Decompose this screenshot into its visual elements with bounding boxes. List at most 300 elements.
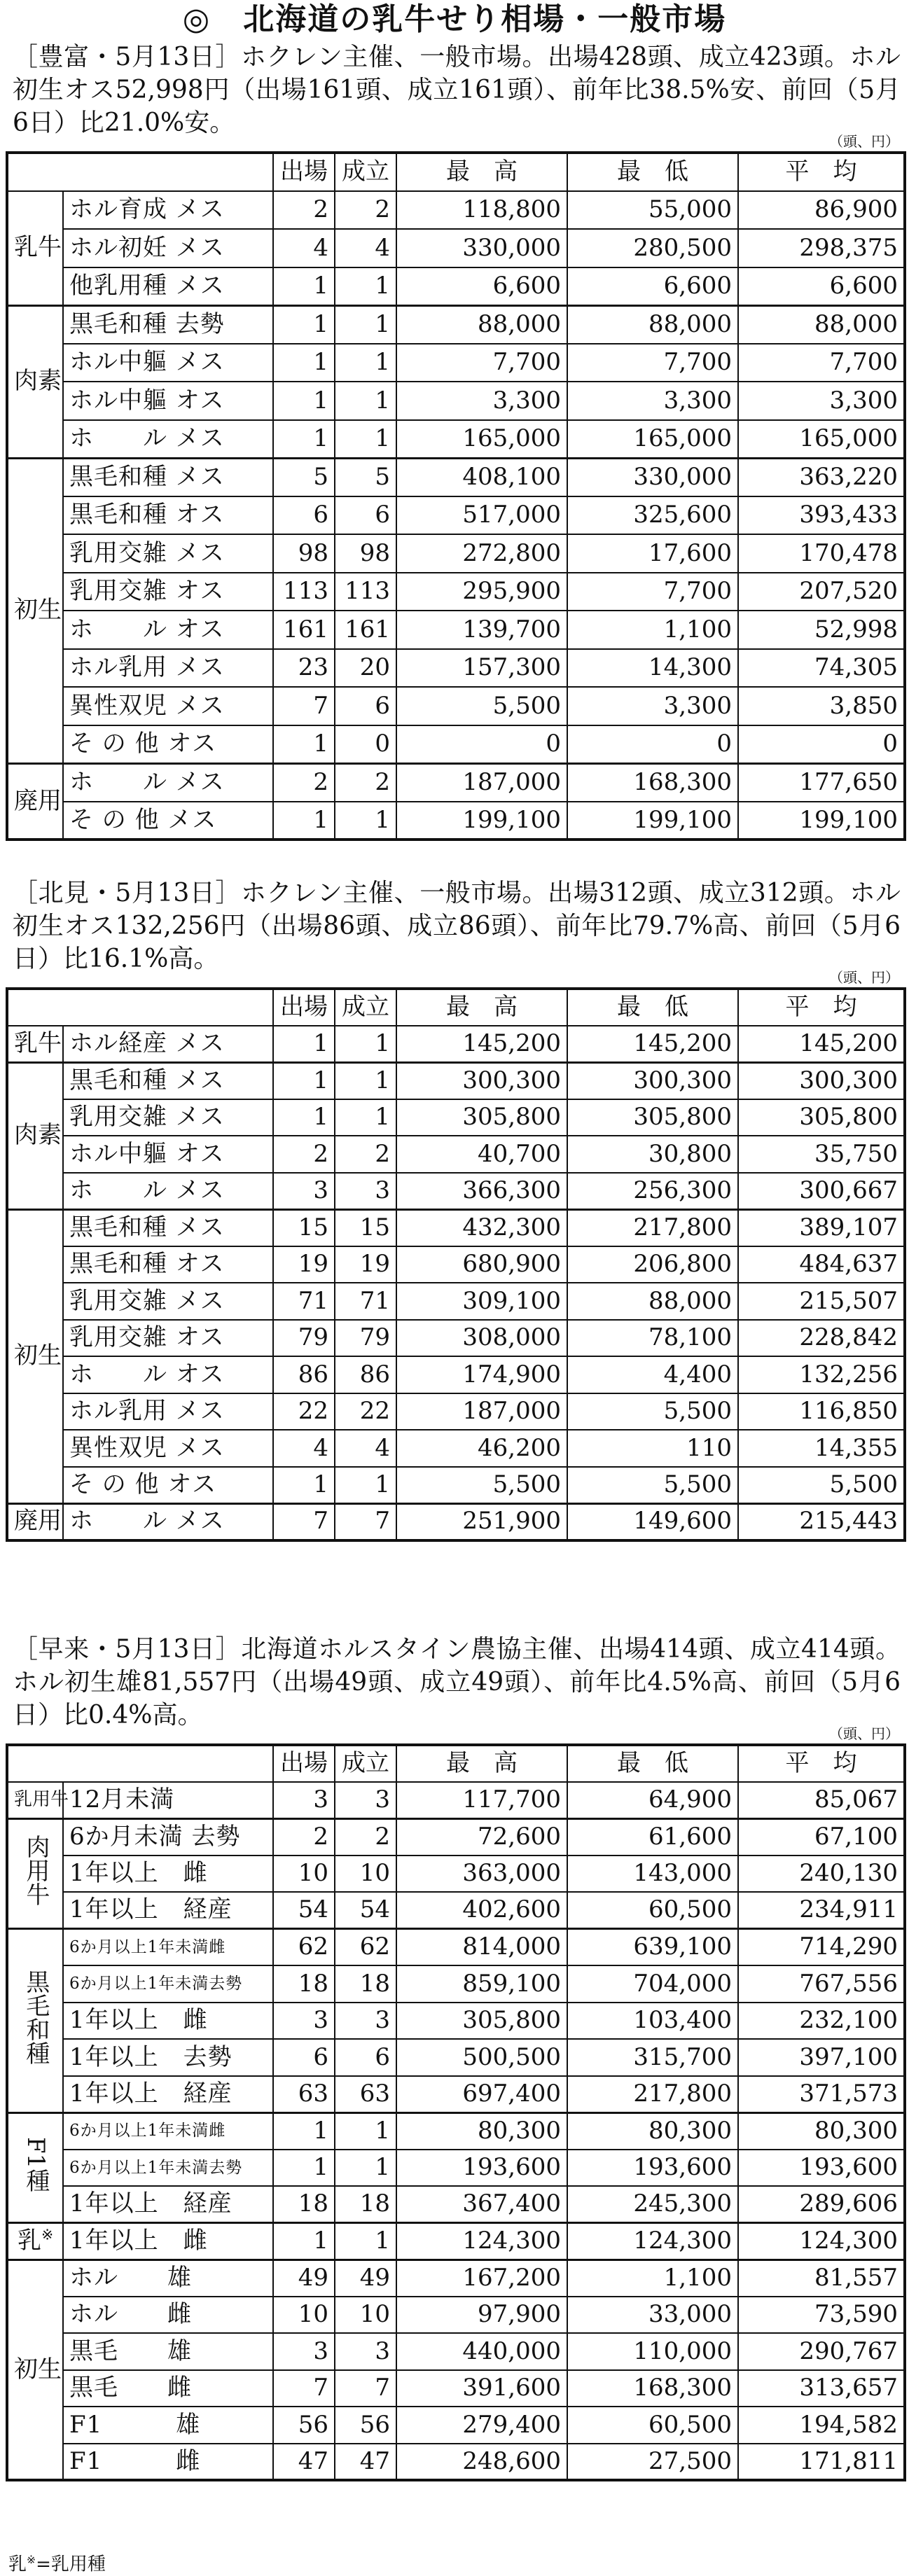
- hayakita-table: [6, 1743, 906, 2481]
- kitami-table: [6, 987, 906, 1542]
- category-label: F1種: [21, 2136, 50, 2192]
- cell-shutsujo: 47: [273, 2444, 335, 2481]
- cell-shutsujo: 3: [273, 1782, 335, 1819]
- cell-shutsujo: 6: [273, 496, 335, 535]
- cell-max: 391,600: [396, 2370, 567, 2407]
- table-row: [7, 1209, 905, 1246]
- cell-min: 80,300: [567, 2112, 738, 2150]
- category-label: 初生: [14, 2355, 62, 2383]
- header-row: [7, 989, 905, 1026]
- cell-seiritsu: 1: [335, 305, 396, 344]
- cell-min: 3,300: [567, 382, 738, 420]
- column-header: 出場: [273, 1745, 335, 1782]
- cell-max: 5,500: [396, 1467, 567, 1504]
- cell-seiritsu: 6: [335, 2039, 396, 2076]
- cell-min: 124,300: [567, 2223, 738, 2260]
- toyotomi-intro: ［豊富・5月13日］ホクレン主催、一般市場。出場428頭、成立423頭。ホル初生オス52,998円（出場161頭、成立161頭）、前年比38.5%安、前回（5月6日）比21.0%安。: [13, 43, 901, 137]
- cell-shutsujo: 3: [273, 2333, 335, 2370]
- row-label: ホ ル オス: [63, 611, 273, 649]
- cell-min: 27,500: [567, 2444, 738, 2481]
- cell-shutsujo: 19: [273, 1246, 335, 1283]
- cell-shutsujo: 18: [273, 1965, 335, 2003]
- cell-seiritsu: 63: [335, 2076, 396, 2113]
- cell-shutsujo: 2: [273, 1136, 335, 1173]
- cell-shutsujo: 1: [273, 2112, 335, 2150]
- cell-max: 305,800: [396, 2003, 567, 2040]
- cell-avg: 74,305: [738, 649, 905, 688]
- table-row: [7, 1818, 905, 1856]
- cell-shutsujo: 79: [273, 1320, 335, 1357]
- cell-avg: 80,300: [738, 2112, 905, 2150]
- cell-max: 402,600: [396, 1892, 567, 1929]
- cell-avg: 767,556: [738, 1965, 905, 2003]
- cell-min: 5,500: [567, 1393, 738, 1430]
- cell-shutsujo: 10: [273, 2297, 335, 2334]
- table-row: [7, 1026, 905, 1063]
- cell-avg: 193,600: [738, 2150, 905, 2187]
- cell-seiritsu: 79: [335, 1320, 396, 1357]
- cell-avg: 7,700: [738, 344, 905, 382]
- cell-min: 5,500: [567, 1467, 738, 1504]
- cell-min: 6,600: [567, 267, 738, 306]
- cell-max: 432,300: [396, 1209, 567, 1246]
- cell-min: 143,000: [567, 1856, 738, 1893]
- cell-shutsujo: 63: [273, 2076, 335, 2113]
- cell-seiritsu: 113: [335, 573, 396, 611]
- cell-min: 110: [567, 1430, 738, 1467]
- table-row: [7, 191, 905, 230]
- cell-seiritsu: 1: [335, 802, 396, 840]
- column-header: 成立: [335, 1745, 396, 1782]
- cell-shutsujo: 4: [273, 1430, 335, 1467]
- cell-shutsujo: 98: [273, 534, 335, 573]
- cell-seiritsu: 22: [335, 1393, 396, 1430]
- cell-avg: 52,998: [738, 611, 905, 649]
- category-label: 黒毛和種: [21, 1970, 50, 2066]
- table-row: [7, 1856, 905, 1893]
- cell-avg: 228,842: [738, 1320, 905, 1357]
- cell-min: 217,800: [567, 2076, 738, 2113]
- cell-shutsujo: 161: [273, 611, 335, 649]
- cell-max: 124,300: [396, 2223, 567, 2260]
- cell-max: 7,700: [396, 344, 567, 382]
- cell-seiritsu: 1: [335, 420, 396, 459]
- column-header: 最 低: [567, 153, 738, 191]
- row-label: 黒毛和種 メス: [63, 458, 273, 496]
- cell-shutsujo: 2: [273, 763, 335, 802]
- header-blank: [7, 153, 273, 191]
- category-cell: [7, 2223, 63, 2260]
- row-label: 乳用交雑 メス: [63, 1283, 273, 1320]
- row-label: 1年以上 経産: [63, 2186, 273, 2223]
- table-row: [7, 2112, 905, 2150]
- row-label: ホル 雄: [63, 2260, 273, 2297]
- cell-seiritsu: 5: [335, 458, 396, 496]
- table-row: [7, 1393, 905, 1430]
- category-label: 乳牛: [14, 233, 62, 262]
- cell-min: 300,300: [567, 1062, 738, 1099]
- table-row: [7, 534, 905, 573]
- cell-min: 17,600: [567, 534, 738, 573]
- cell-seiritsu: 1: [335, 344, 396, 382]
- cell-shutsujo: 7: [273, 687, 335, 725]
- cell-max: 814,000: [396, 1929, 567, 1966]
- cell-min: 110,000: [567, 2333, 738, 2370]
- cell-max: 139,700: [396, 611, 567, 649]
- cell-min: 315,700: [567, 2039, 738, 2076]
- table-row: [7, 802, 905, 840]
- table-row: [7, 1356, 905, 1393]
- table-row: [7, 2260, 905, 2297]
- cell-shutsujo: 1: [273, 1467, 335, 1504]
- cell-max: 97,900: [396, 2297, 567, 2334]
- table-row: [7, 1965, 905, 2003]
- cell-seiritsu: 4: [335, 1430, 396, 1467]
- column-header: 最 低: [567, 989, 738, 1026]
- cell-avg: 232,100: [738, 2003, 905, 2040]
- cell-min: 61,600: [567, 1818, 738, 1856]
- cell-min: 168,300: [567, 763, 738, 802]
- cell-shutsujo: 49: [273, 2260, 335, 2297]
- row-label: 黒毛和種 メス: [63, 1062, 273, 1099]
- cell-max: 117,700: [396, 1782, 567, 1819]
- cell-max: 145,200: [396, 1026, 567, 1063]
- cell-avg: 3,850: [738, 687, 905, 725]
- cell-avg: 14,355: [738, 1430, 905, 1467]
- row-label: 6か月以上1年未満雌: [63, 2112, 273, 2150]
- page-title: ◎ 北海道の乳牛せり相場・一般市場: [182, 1, 727, 37]
- cell-shutsujo: 56: [273, 2407, 335, 2444]
- table-row: [7, 611, 905, 649]
- table-row: [7, 2003, 905, 2040]
- cell-max: 363,000: [396, 1856, 567, 1893]
- cell-seiritsu: 62: [335, 1929, 396, 1966]
- table-row: [7, 687, 905, 725]
- cell-avg: 170,478: [738, 534, 905, 573]
- cell-min: 168,300: [567, 2370, 738, 2407]
- column-header: 最 高: [396, 1745, 567, 1782]
- column-header: 出場: [273, 153, 335, 191]
- cell-shutsujo: 23: [273, 649, 335, 688]
- cell-max: 330,000: [396, 229, 567, 267]
- row-label: ホル乳用 メス: [63, 1393, 273, 1430]
- table-row: [7, 1062, 905, 1099]
- cell-max: 0: [396, 725, 567, 764]
- cell-shutsujo: 1: [273, 1026, 335, 1063]
- cell-seiritsu: 2: [335, 763, 396, 802]
- table-row: [7, 2150, 905, 2187]
- cell-shutsujo: 4: [273, 229, 335, 267]
- cell-seiritsu: 4: [335, 229, 396, 267]
- cell-avg: 86,900: [738, 191, 905, 230]
- cell-shutsujo: 6: [273, 2039, 335, 2076]
- cell-shutsujo: 1: [273, 344, 335, 382]
- cell-min: 245,300: [567, 2186, 738, 2223]
- cell-max: 46,200: [396, 1430, 567, 1467]
- cell-max: 295,900: [396, 573, 567, 611]
- table-row: [7, 267, 905, 306]
- header-blank: [7, 989, 273, 1026]
- cell-avg: 397,100: [738, 2039, 905, 2076]
- cell-min: 55,000: [567, 191, 738, 230]
- row-label: ホル経産 メス: [63, 1026, 273, 1063]
- cell-seiritsu: 15: [335, 1209, 396, 1246]
- category-label: 初生: [14, 1342, 62, 1370]
- category-cell: [7, 458, 63, 763]
- header-blank: [7, 1745, 273, 1782]
- cell-avg: 171,811: [738, 2444, 905, 2481]
- column-header: 最 高: [396, 153, 567, 191]
- table-row: [7, 305, 905, 344]
- row-label: 黒毛 雌: [63, 2370, 273, 2407]
- cell-max: 517,000: [396, 496, 567, 535]
- category-cell: [7, 763, 63, 840]
- cell-min: 165,000: [567, 420, 738, 459]
- unit-label: （頭、円）: [829, 969, 899, 986]
- cell-seiritsu: 10: [335, 1856, 396, 1893]
- column-header: 平 均: [738, 153, 905, 191]
- cell-max: 309,100: [396, 1283, 567, 1320]
- cell-min: 145,200: [567, 1026, 738, 1063]
- row-label: ホ ル メス: [63, 1173, 273, 1210]
- cell-seiritsu: 19: [335, 1246, 396, 1283]
- cell-max: 174,900: [396, 1356, 567, 1393]
- row-label: 6か月以上1年未満去勢: [63, 1965, 273, 2003]
- cell-seiritsu: 86: [335, 1356, 396, 1393]
- cell-max: 199,100: [396, 802, 567, 840]
- cell-shutsujo: 3: [273, 2003, 335, 2040]
- cell-min: 4,400: [567, 1356, 738, 1393]
- row-label: ホル初妊 メス: [63, 229, 273, 267]
- cell-avg: 290,767: [738, 2333, 905, 2370]
- cell-seiritsu: 161: [335, 611, 396, 649]
- cell-avg: 300,667: [738, 1173, 905, 1210]
- cell-avg: 67,100: [738, 1818, 905, 1856]
- table-row: [7, 2039, 905, 2076]
- cell-seiritsu: 10: [335, 2297, 396, 2334]
- table-row: [7, 1503, 905, 1540]
- table-row: [7, 725, 905, 764]
- cell-shutsujo: 7: [273, 2370, 335, 2407]
- category-cell: [7, 2112, 63, 2223]
- cell-avg: 714,290: [738, 1929, 905, 1966]
- table-row: [7, 344, 905, 382]
- cell-seiritsu: 71: [335, 1283, 396, 1320]
- row-label: 乳用交雑 オス: [63, 573, 273, 611]
- table-row: [7, 1246, 905, 1283]
- cell-min: 330,000: [567, 458, 738, 496]
- cell-min: 33,000: [567, 2297, 738, 2334]
- cell-seiritsu: 1: [335, 1062, 396, 1099]
- cell-avg: 215,507: [738, 1283, 905, 1320]
- table-row: [7, 420, 905, 459]
- row-label: F1 雄: [63, 2407, 273, 2444]
- cell-min: 704,000: [567, 1965, 738, 2003]
- category-cell: [7, 1062, 63, 1209]
- category-label: 肉素: [14, 1121, 62, 1150]
- cell-avg: 389,107: [738, 1209, 905, 1246]
- row-label: 6か月未満 去勢: [63, 1818, 273, 1856]
- table-row: [7, 2297, 905, 2334]
- category-cell: [7, 1503, 63, 1540]
- row-label: ホ ル メス: [63, 420, 273, 459]
- cell-min: 88,000: [567, 1283, 738, 1320]
- unit-label: （頭、円）: [829, 133, 899, 150]
- row-label: ホ ル メス: [63, 763, 273, 802]
- table-row: [7, 458, 905, 496]
- row-label: ホル中軀 オス: [63, 1136, 273, 1173]
- cell-max: 367,400: [396, 2186, 567, 2223]
- cell-seiritsu: 6: [335, 496, 396, 535]
- cell-avg: 300,300: [738, 1062, 905, 1099]
- cell-avg: 298,375: [738, 229, 905, 267]
- cell-avg: 207,520: [738, 573, 905, 611]
- column-header: 成立: [335, 153, 396, 191]
- cell-shutsujo: 1: [273, 305, 335, 344]
- cell-min: 325,600: [567, 496, 738, 535]
- category-label: 初生: [14, 596, 62, 625]
- cell-min: 149,600: [567, 1503, 738, 1540]
- cell-shutsujo: 10: [273, 1856, 335, 1893]
- cell-seiritsu: 1: [335, 267, 396, 306]
- cell-min: 7,700: [567, 573, 738, 611]
- category-cell: [7, 305, 63, 458]
- category-cell: [7, 191, 63, 306]
- cell-min: 30,800: [567, 1136, 738, 1173]
- cell-avg: 81,557: [738, 2260, 905, 2297]
- table-row: [7, 1929, 905, 1966]
- cell-seiritsu: 18: [335, 2186, 396, 2223]
- table-row: [7, 2186, 905, 2223]
- table-row: [7, 1782, 905, 1819]
- cell-min: 1,100: [567, 2260, 738, 2297]
- column-header: 平 均: [738, 989, 905, 1026]
- cell-shutsujo: 1: [273, 2223, 335, 2260]
- cell-avg: 371,573: [738, 2076, 905, 2113]
- cell-avg: 0: [738, 725, 905, 764]
- cell-seiritsu: 7: [335, 2370, 396, 2407]
- category-label: 乳牛: [14, 1029, 62, 1057]
- table-row: [7, 2407, 905, 2444]
- cell-avg: 6,600: [738, 267, 905, 306]
- cell-seiritsu: 54: [335, 1892, 396, 1929]
- cell-seiritsu: 2: [335, 191, 396, 230]
- table-row: [7, 1173, 905, 1210]
- cell-seiritsu: 1: [335, 1099, 396, 1136]
- cell-min: 3,300: [567, 687, 738, 725]
- cell-max: 193,600: [396, 2150, 567, 2187]
- table-row: [7, 2076, 905, 2113]
- row-label: そ の 他 メス: [63, 802, 273, 840]
- table-row: [7, 2333, 905, 2370]
- row-label: ホル中軀 メス: [63, 344, 273, 382]
- row-label: 6か月以上1年未満去勢: [63, 2150, 273, 2187]
- cell-min: 64,900: [567, 1782, 738, 1819]
- cell-shutsujo: 1: [273, 267, 335, 306]
- row-label: 黒毛和種 オス: [63, 496, 273, 535]
- row-label: 1年以上 雌: [63, 1856, 273, 1893]
- cell-min: 0: [567, 725, 738, 764]
- cell-max: 6,600: [396, 267, 567, 306]
- cell-max: 248,600: [396, 2444, 567, 2481]
- cell-seiritsu: 3: [335, 1782, 396, 1819]
- cell-max: 72,600: [396, 1818, 567, 1856]
- cell-max: 187,000: [396, 763, 567, 802]
- cell-shutsujo: 71: [273, 1283, 335, 1320]
- category-cell: [7, 1818, 63, 1929]
- cell-avg: 313,657: [738, 2370, 905, 2407]
- category-label: 肉用牛: [21, 1834, 50, 1907]
- row-label: 1年以上 去勢: [63, 2039, 273, 2076]
- table-row: [7, 2370, 905, 2407]
- category-label: 肉素: [14, 367, 62, 396]
- row-label: 乳用交雑 メス: [63, 1099, 273, 1136]
- cell-shutsujo: 2: [273, 191, 335, 230]
- row-label: ホル中軀 オス: [63, 382, 273, 420]
- cell-min: 639,100: [567, 1929, 738, 1966]
- row-label: 異性双児 メス: [63, 687, 273, 725]
- cell-seiritsu: 3: [335, 2003, 396, 2040]
- category-cell: [7, 2260, 63, 2480]
- cell-shutsujo: 1: [273, 1099, 335, 1136]
- table-row: [7, 2223, 905, 2260]
- cell-avg: 88,000: [738, 305, 905, 344]
- cell-min: 199,100: [567, 802, 738, 840]
- cell-max: 157,300: [396, 649, 567, 688]
- cell-avg: 145,200: [738, 1026, 905, 1063]
- column-header: 出場: [273, 989, 335, 1026]
- row-label: 黒毛和種 メス: [63, 1209, 273, 1246]
- row-label: 異性双児 メス: [63, 1430, 273, 1467]
- row-label: ホル 雌: [63, 2297, 273, 2334]
- cell-avg: 484,637: [738, 1246, 905, 1283]
- cell-seiritsu: 20: [335, 649, 396, 688]
- cell-avg: 5,500: [738, 1467, 905, 1504]
- cell-seiritsu: 1: [335, 1467, 396, 1504]
- category-cell: [7, 1026, 63, 1063]
- cell-max: 80,300: [396, 2112, 567, 2150]
- row-label: そ の 他 オス: [63, 1467, 273, 1504]
- table-row: [7, 382, 905, 420]
- cell-avg: 305,800: [738, 1099, 905, 1136]
- category-cell: [7, 1929, 63, 2113]
- table-row: [7, 763, 905, 802]
- row-label: 1年以上 経産: [63, 2076, 273, 2113]
- cell-min: 193,600: [567, 2150, 738, 2187]
- cell-avg: 215,443: [738, 1503, 905, 1540]
- cell-shutsujo: 7: [273, 1503, 335, 1540]
- cell-min: 14,300: [567, 649, 738, 688]
- cell-seiritsu: 1: [335, 2223, 396, 2260]
- cell-min: 280,500: [567, 229, 738, 267]
- table-row: [7, 1283, 905, 1320]
- header-row: [7, 153, 905, 191]
- cell-seiritsu: 3: [335, 2333, 396, 2370]
- table-row: [7, 2444, 905, 2481]
- footnote: 乳※=乳用種: [8, 2554, 106, 2575]
- column-header: 最 低: [567, 1745, 738, 1782]
- cell-avg: 194,582: [738, 2407, 905, 2444]
- column-header: 成立: [335, 989, 396, 1026]
- row-label: 黒毛 雄: [63, 2333, 273, 2370]
- table-row: [7, 1320, 905, 1357]
- cell-seiritsu: 1: [335, 1026, 396, 1063]
- cell-avg: 85,067: [738, 1782, 905, 1819]
- cell-min: 78,100: [567, 1320, 738, 1357]
- cell-shutsujo: 15: [273, 1209, 335, 1246]
- cell-avg: 132,256: [738, 1356, 905, 1393]
- column-header: 最 高: [396, 989, 567, 1026]
